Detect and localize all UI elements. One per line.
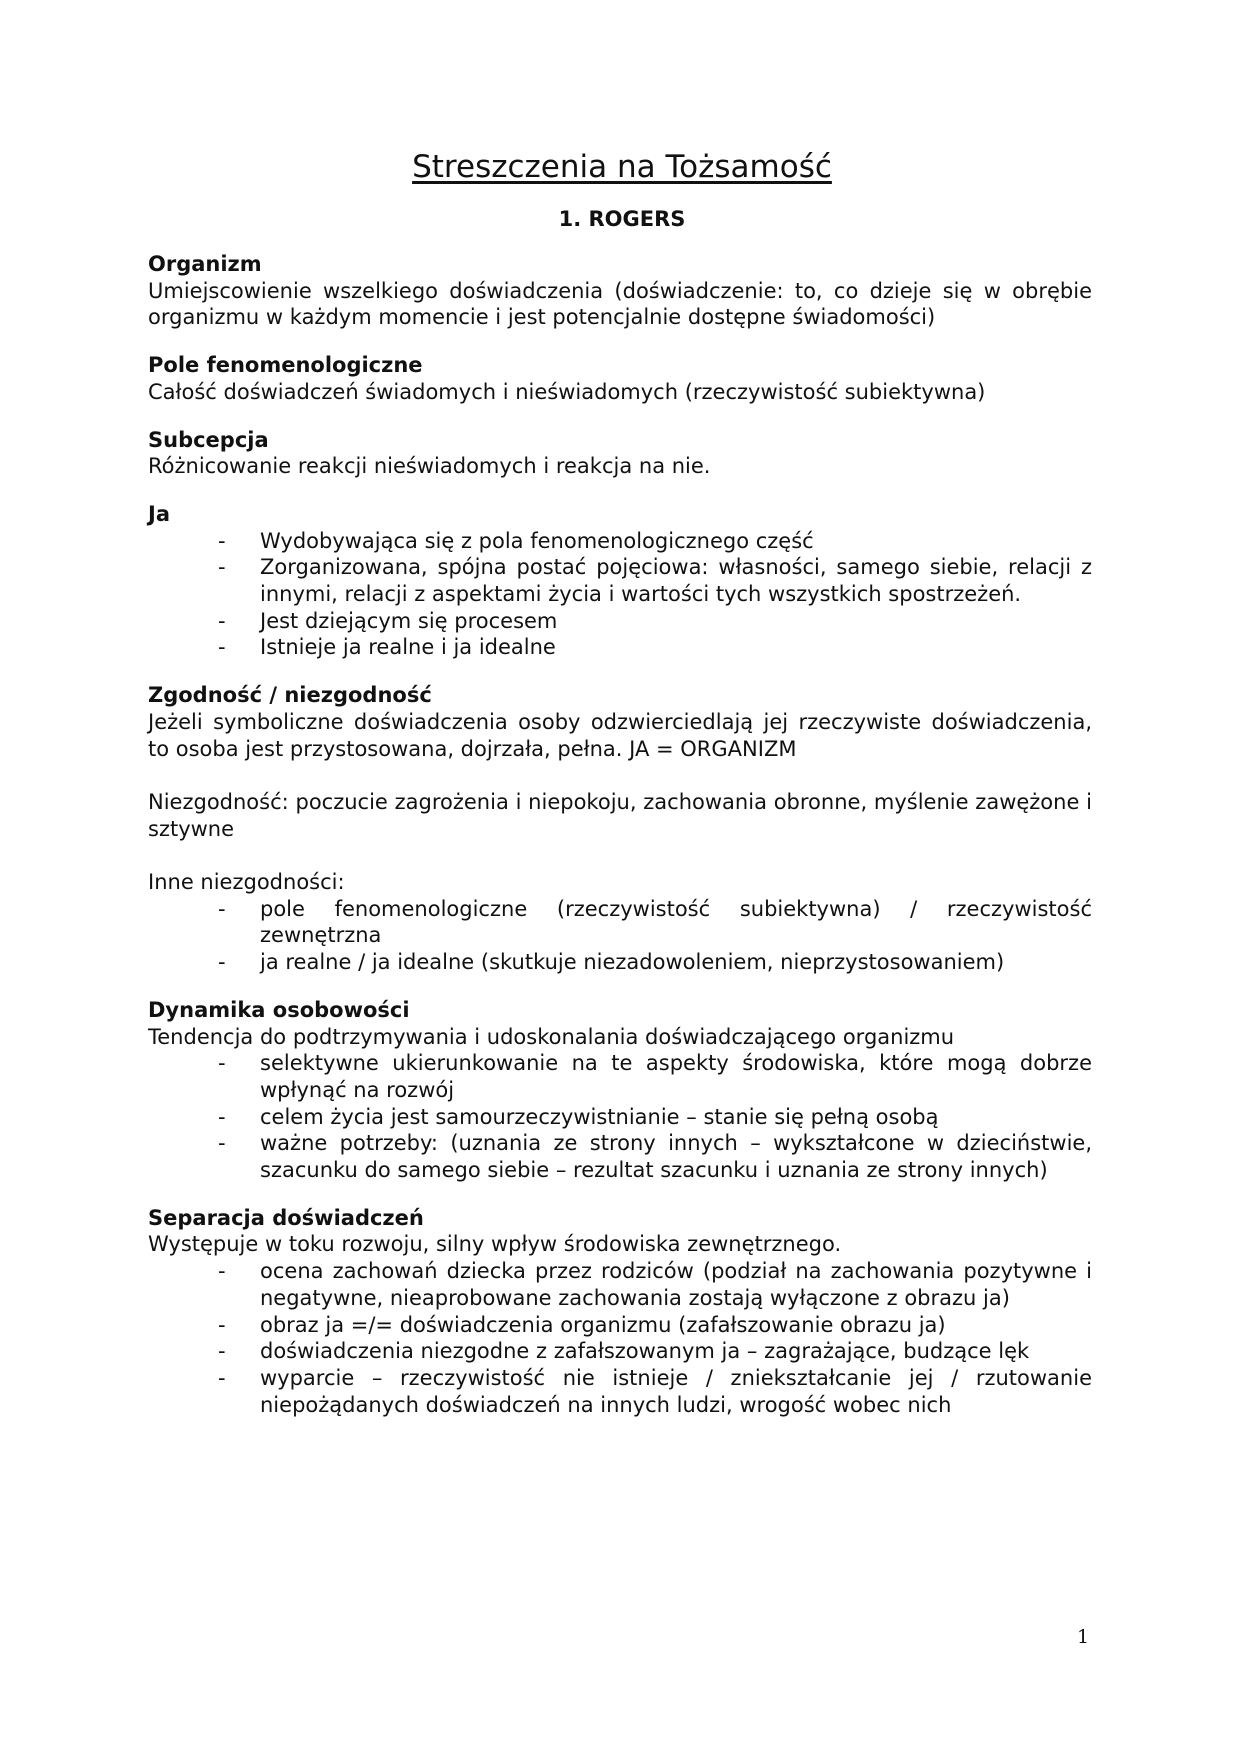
section-zgodnosc bbox=[148, 682, 1092, 976]
section-text: Różnicowanie reakcji nieświadomych i reakcja na nie. bbox=[148, 454, 711, 479]
list-item: - selektywne ukierunkowanie na te aspekty środowiska, które mogą dobrze wpłynąć na rozwój bbox=[260, 1050, 1092, 1103]
list-item: - Zorganizowana, spójna postać pojęciowa: własności, samego siebie, relacji z innymi, relacji z aspektami życia i wartości tych wszystkich spostrzeżeń. bbox=[260, 554, 1092, 607]
list-item: - Jest dziejącym się procesem bbox=[260, 608, 1092, 635]
bullet-list bbox=[148, 1258, 1092, 1418]
section-heading: Dynamika osobowości bbox=[148, 997, 410, 1022]
list-item: - Istnieje ja realne i ja idealne bbox=[260, 634, 1092, 661]
list-item: - celem życia jest samourzeczywistnianie – stanie się pełną osobą bbox=[260, 1104, 1092, 1131]
section-subcepcja bbox=[148, 427, 1092, 480]
section-text: Inne niezgodności: bbox=[148, 870, 345, 895]
list-item: - doświadczenia niezgodne z zafałszowanym ja – zagrażające, budzące lęk bbox=[260, 1338, 1092, 1365]
list-item: - Wydobywająca się z pola fenomenologicznego część bbox=[260, 528, 1092, 555]
section-text: Tendencja do podtrzymywania i udoskonalania doświadczającego organizmu bbox=[148, 1024, 955, 1049]
section-separacja bbox=[148, 1205, 1092, 1419]
section-heading: Zgodność / niezgodność bbox=[148, 683, 432, 708]
document-page bbox=[148, 146, 1092, 1418]
bullet-list bbox=[148, 1050, 1092, 1184]
list-item: - ja realne / ja idealne (skutkuje niezadowoleniem, nieprzystosowaniem) bbox=[260, 949, 1092, 976]
section-text: Umiejscowienie wszelkiego doświadczenia (doświadczenie: to, co dzieje się w obrębie organizmu w każdym momencie i jest potencjalnie dostępne świadomości) bbox=[148, 278, 1092, 330]
bullet-list bbox=[148, 528, 1092, 662]
list-item: - obraz ja =/= doświadczenia organizmu (zafałszowanie obrazu ja) bbox=[260, 1312, 1092, 1339]
section-heading: Pole fenomenologiczne bbox=[148, 353, 423, 378]
list-item: - pole fenomenologiczne (rzeczywistość subiektywna) / rzeczywistość zewnętrzna bbox=[260, 896, 1092, 949]
document-title: Streszczenia na Tożsamość bbox=[412, 149, 832, 185]
section-text: Jeżeli symboliczne doświadczenia osoby odzwierciedlają jej rzeczywiste doświadczenia, to osoba jest przystosowana, dojrzała, pełna. JA = ORGANIZM bbox=[148, 709, 1092, 761]
section-organizm bbox=[148, 251, 1092, 331]
list-item: - ocena zachowań dziecka przez rodziców (podział na zachowania pozytywne i negatywne, nieaprobowane zachowania zostają wyłączone z obrazu ja) bbox=[260, 1258, 1092, 1311]
bullet-list bbox=[148, 896, 1092, 976]
section-dynamika bbox=[148, 997, 1092, 1184]
section-text: Całość doświadczeń świadomych i nieświadomych (rzeczywistość subiektywna) bbox=[148, 379, 986, 404]
section-text: Występuje w toku rozwoju, silny wpływ środowiska zewnętrznego. bbox=[148, 1232, 842, 1257]
section-heading: Organizm bbox=[148, 252, 262, 276]
section-heading: Ja bbox=[148, 501, 170, 526]
section-ja bbox=[148, 501, 1092, 661]
chapter-heading: 1. ROGERS bbox=[558, 207, 686, 231]
section-text: Niezgodność: poczucie zagrożenia i niepokoju, zachowania obronne, myślenie zawężone i sztywne bbox=[148, 789, 1092, 841]
page-number: 1 bbox=[1077, 1626, 1090, 1648]
section-heading: Separacja doświadczeń bbox=[148, 1205, 424, 1230]
list-item: - ważne potrzeby: (uznania ze strony innych – wykształcone w dzieciństwie, szacunku do samego siebie – rezultat szacunku i uznania ze strony innych) bbox=[260, 1130, 1092, 1183]
section-pole-fenomenologiczne bbox=[148, 352, 1092, 405]
section-heading: Subcepcja bbox=[148, 427, 269, 452]
list-item: - wyparcie – rzeczywistość nie istnieje / zniekształcanie jej / rzutowanie niepożądanych doświadczeń na innych ludzi, wrogość wobec nich bbox=[260, 1365, 1092, 1418]
